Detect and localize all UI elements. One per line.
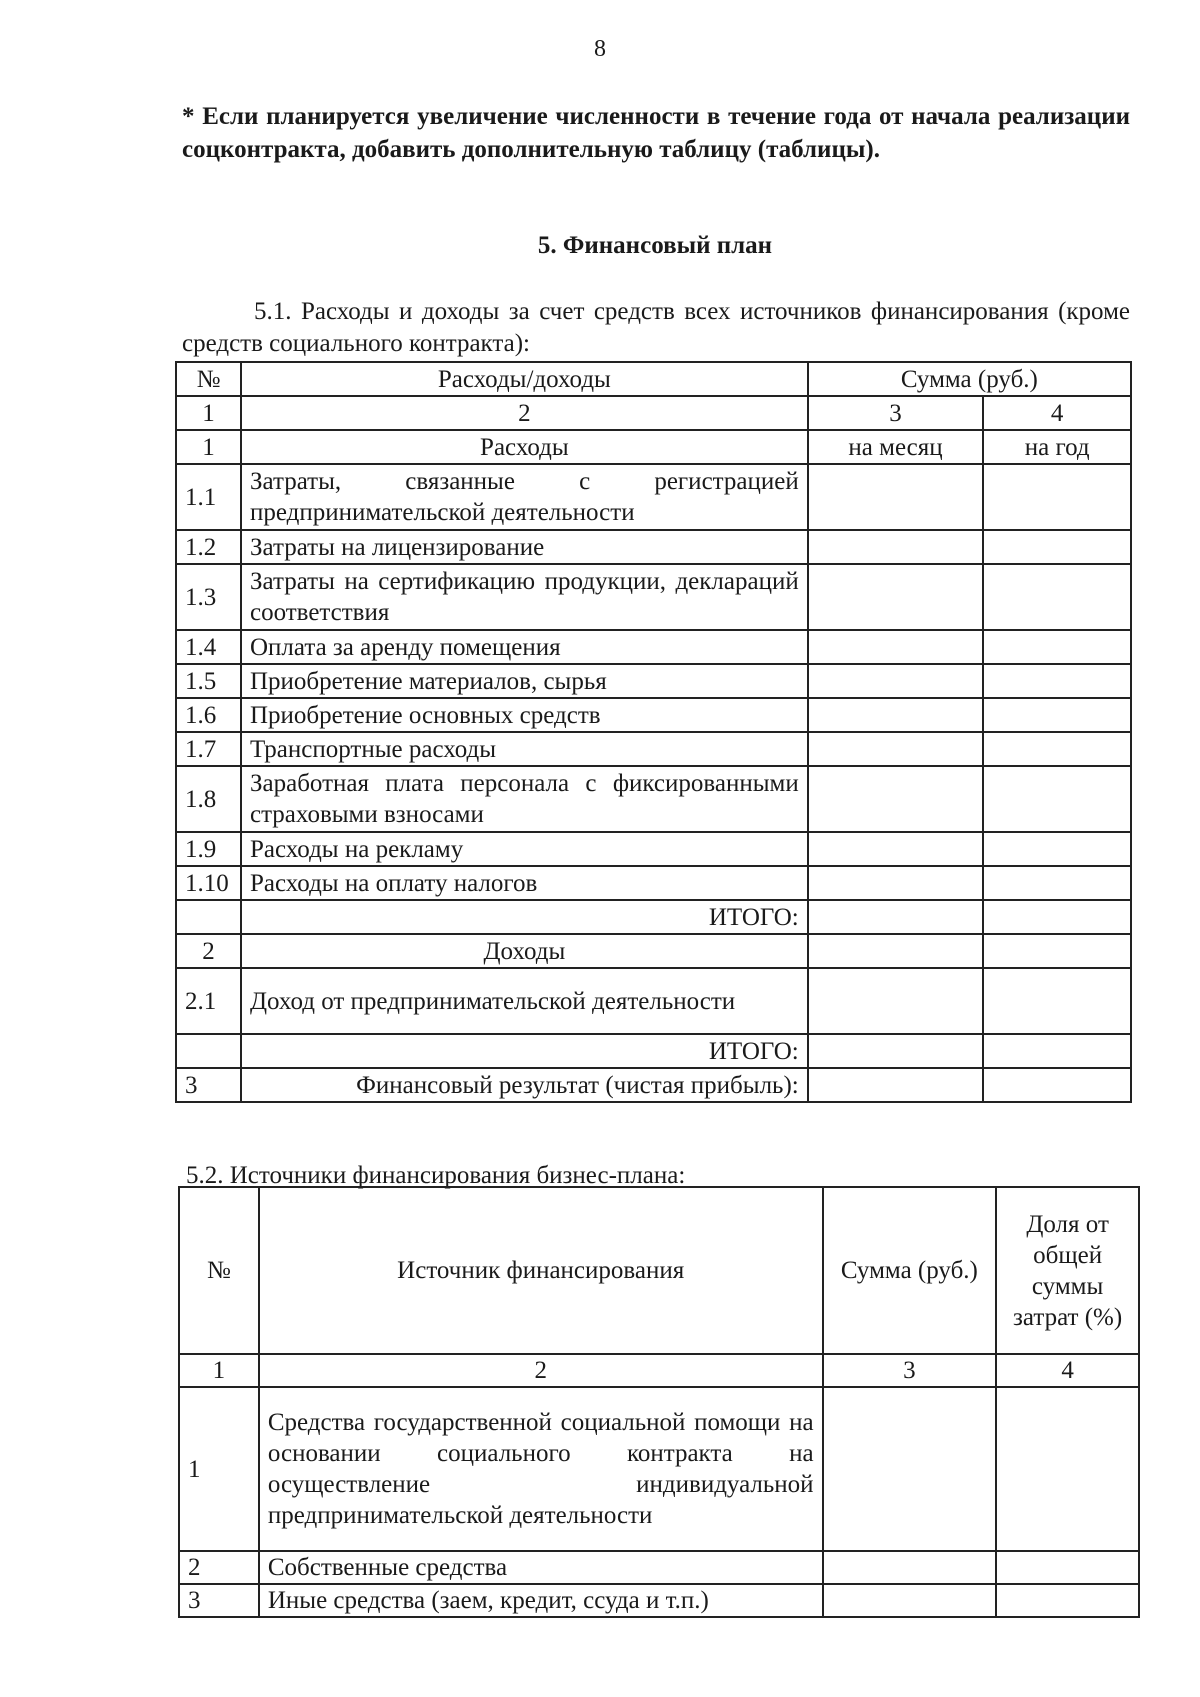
row-name: Заработная плата персонала с фиксированными страховыми взносами xyxy=(241,766,808,832)
table-header-row xyxy=(176,362,1131,396)
footnote-note: * Если планируется увеличение численности в течение года от начала реализации соцконтракта, добавить дополнительную таблицу (таблицы). xyxy=(182,103,1130,163)
row-num: 1.7 xyxy=(176,732,241,766)
row-num: 1.1 xyxy=(176,464,241,530)
table-row xyxy=(176,732,1131,766)
result-row xyxy=(176,1068,1131,1102)
row-num: 1.8 xyxy=(176,766,241,832)
row-num: 1.6 xyxy=(176,698,241,732)
header-source: Источник финансирования xyxy=(259,1187,823,1354)
page-number: 8 xyxy=(594,36,606,62)
month-cell xyxy=(808,934,984,968)
column-numbers-row xyxy=(176,396,1131,430)
year-cell xyxy=(983,698,1131,732)
expenses-total-label: ИТОГО: xyxy=(241,900,808,934)
row-name: Доход от предпринимательской деятельности xyxy=(241,968,808,1034)
month-cell xyxy=(808,968,984,1034)
section-title: 5. Финансовый план xyxy=(537,232,773,259)
expenses-num: 1 xyxy=(176,430,241,464)
table-row xyxy=(176,832,1131,866)
income-total-label: ИТОГО: xyxy=(241,1034,808,1068)
section-5-1-intro: 5.1. Расходы и доходы за счет средств всех источников финансирования (кроме средств социального контракта): xyxy=(182,298,1130,357)
month-cell xyxy=(808,464,984,530)
row-name: Затраты, связанные с регистрацией предпринимательской деятельности xyxy=(241,464,808,530)
funding-sources-table xyxy=(178,1186,1140,1618)
sum-cell xyxy=(823,1387,997,1551)
expenses-total-row xyxy=(176,900,1131,934)
row-name: Транспортные расходы xyxy=(241,732,808,766)
year-cell xyxy=(983,630,1131,664)
share-cell xyxy=(996,1584,1139,1617)
table-row xyxy=(176,630,1131,664)
table-row xyxy=(176,766,1131,832)
row-num: 3 xyxy=(179,1584,259,1617)
row-num: 2.1 xyxy=(176,968,241,1034)
year-cell xyxy=(983,866,1131,900)
row-name: Расходы на рекламу xyxy=(241,832,808,866)
row-num: 1.3 xyxy=(176,564,241,630)
col-number: 2 xyxy=(259,1354,823,1387)
table-row xyxy=(176,664,1131,698)
result-label: Финансовый результат (чистая прибыль): xyxy=(241,1068,808,1102)
income-header-row xyxy=(176,934,1131,968)
header-num: № xyxy=(179,1187,259,1354)
income-total-row xyxy=(176,1034,1131,1068)
month-cell xyxy=(808,698,984,732)
month-cell xyxy=(808,530,984,564)
row-name: Приобретение материалов, сырья xyxy=(241,664,808,698)
year-cell xyxy=(983,968,1131,1034)
row-num: 1 xyxy=(179,1387,259,1551)
month-cell xyxy=(808,900,984,934)
year-cell xyxy=(983,530,1131,564)
table-row xyxy=(176,464,1131,530)
table-row xyxy=(176,530,1131,564)
header-share: Доля от общей суммы затрат (%) xyxy=(996,1187,1139,1354)
section-5-2-intro: 5.2. Источники финансирования бизнес-плана: xyxy=(186,1162,686,1189)
column-numbers-row xyxy=(179,1354,1139,1387)
row-name: Приобретение основных средств xyxy=(241,698,808,732)
table-row xyxy=(176,866,1131,900)
month-cell xyxy=(808,564,984,630)
row-name: Иные средства (заем, кредит, ссуда и т.п.) xyxy=(259,1584,823,1617)
per-month-label: на месяц xyxy=(808,430,984,464)
month-cell xyxy=(808,630,984,664)
expenses-income-table xyxy=(175,361,1132,1103)
row-num: 1.10 xyxy=(176,866,241,900)
month-cell xyxy=(808,1034,984,1068)
row-num: 1.4 xyxy=(176,630,241,664)
table-row xyxy=(176,968,1131,1034)
table-row xyxy=(179,1387,1139,1551)
year-cell xyxy=(983,1034,1131,1068)
col-number: 4 xyxy=(996,1354,1139,1387)
col-number: 3 xyxy=(823,1354,997,1387)
per-year-label: на год xyxy=(983,430,1131,464)
row-name: Средства государственной социальной помощи на основании социального контракта на осуществление индивидуальной предпринимательской деятельности xyxy=(259,1387,823,1551)
col-number: 2 xyxy=(241,396,808,430)
row-name: Затраты на сертификацию продукции, деклараций соответствия xyxy=(241,564,808,630)
row-name: Расходы на оплату налогов xyxy=(241,866,808,900)
header-num: № xyxy=(176,362,241,396)
col-number: 1 xyxy=(179,1354,259,1387)
row-num: 1.5 xyxy=(176,664,241,698)
expenses-label: Расходы xyxy=(241,430,808,464)
header-name: Расходы/доходы xyxy=(241,362,808,396)
header-sum: Сумма (руб.) xyxy=(823,1187,997,1354)
table-row xyxy=(179,1584,1139,1617)
col-number: 1 xyxy=(176,396,241,430)
table-row xyxy=(176,698,1131,732)
header-sum: Сумма (руб.) xyxy=(808,362,1131,396)
month-cell xyxy=(808,832,984,866)
row-name: Затраты на лицензирование xyxy=(241,530,808,564)
row-name: Оплата за аренду помещения xyxy=(241,630,808,664)
result-num: 3 xyxy=(176,1068,241,1102)
year-cell xyxy=(983,464,1131,530)
year-cell xyxy=(983,664,1131,698)
row-name: Собственные средства xyxy=(259,1551,823,1584)
month-cell xyxy=(808,866,984,900)
year-cell xyxy=(983,1068,1131,1102)
income-num: 2 xyxy=(176,934,241,968)
total-num-empty xyxy=(176,900,241,934)
row-num: 1.2 xyxy=(176,530,241,564)
total-num-empty xyxy=(176,1034,241,1068)
year-cell xyxy=(983,832,1131,866)
table-header-row xyxy=(179,1187,1139,1354)
year-cell xyxy=(983,766,1131,832)
month-cell xyxy=(808,1068,984,1102)
table-row xyxy=(179,1551,1139,1584)
row-num: 2 xyxy=(179,1551,259,1584)
share-cell xyxy=(996,1387,1139,1551)
table-row xyxy=(176,564,1131,630)
month-cell xyxy=(808,664,984,698)
col-number: 4 xyxy=(983,396,1131,430)
month-cell xyxy=(808,766,984,832)
expenses-header-row xyxy=(176,430,1131,464)
year-cell xyxy=(983,934,1131,968)
month-cell xyxy=(808,732,984,766)
sum-cell xyxy=(823,1584,997,1617)
year-cell xyxy=(983,564,1131,630)
row-num: 1.9 xyxy=(176,832,241,866)
year-cell xyxy=(983,900,1131,934)
share-cell xyxy=(996,1551,1139,1584)
col-number: 3 xyxy=(808,396,984,430)
sum-cell xyxy=(823,1551,997,1584)
income-label: Доходы xyxy=(241,934,808,968)
year-cell xyxy=(983,732,1131,766)
